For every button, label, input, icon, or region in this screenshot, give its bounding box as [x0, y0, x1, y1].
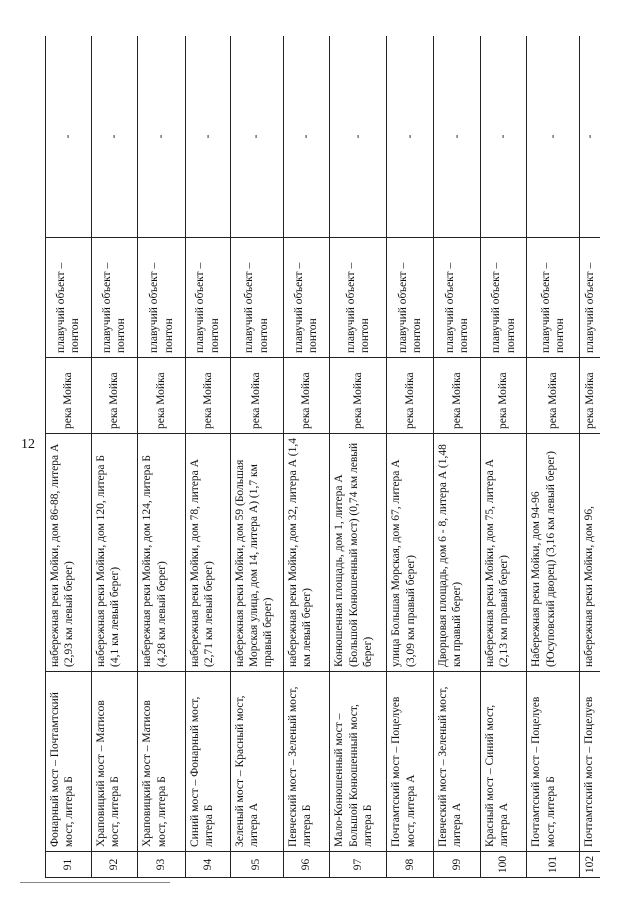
- value-dash: -: [230, 36, 283, 238]
- location-address: набережная реки Мойки, дом 96,: [580, 434, 600, 672]
- location-address: набережная реки Мойки, дом 32, литера А (1,4 км левый берег): [283, 434, 330, 672]
- object-type: плавучий объект –: [580, 238, 600, 358]
- river-name: река Мойка: [283, 358, 330, 434]
- table-row: [138, 36, 186, 878]
- value-dash: -: [91, 36, 138, 238]
- object-type: плавучий объект – понтон: [434, 238, 481, 358]
- location-address: Дворцовая площадь, дом 6 - 8, литера А (1,48 км правый берег): [434, 434, 481, 672]
- value-dash: -: [185, 36, 230, 238]
- pontoon-table: [45, 36, 600, 878]
- row-number: 95: [230, 852, 283, 878]
- bridge-section: Певческий мост – Зеленый мост, литера А: [434, 672, 481, 852]
- value-dash: -: [138, 36, 186, 238]
- margin-line: [20, 882, 170, 883]
- row-number: 93: [138, 852, 186, 878]
- bridge-section: Зеленый мост – Красный мост, литера А: [230, 672, 283, 852]
- location-address: набережная реки Мойки, дом 78, литера А (2,71 км левый берег): [185, 434, 230, 672]
- table-row: [387, 36, 434, 878]
- object-type: плавучий объект – понтон: [480, 238, 527, 358]
- location-address: набережная реки Мойки, дом 86-88, литера А (2,93 км левый берег): [46, 434, 92, 672]
- river-name: река Мойка: [230, 358, 283, 434]
- table-row: [480, 36, 527, 878]
- rotated-table-wrapper: [45, 36, 600, 878]
- location-address: Конюшенная площадь, дом 1, литера А (Большой Конюшенный мост) (0,74 км левый берег): [330, 434, 387, 672]
- table-row: [580, 36, 600, 878]
- object-type: плавучий объект – понтон: [527, 238, 580, 358]
- value-dash: -: [46, 36, 92, 238]
- table-row: [283, 36, 330, 878]
- value-dash: -: [387, 36, 434, 238]
- value-dash: -: [434, 36, 481, 238]
- river-name: река Мойка: [330, 358, 387, 434]
- bridge-section: Храповицкий мост – Матисов мост, литера Б: [91, 672, 138, 852]
- value-dash: -: [283, 36, 330, 238]
- bridge-section: Почтамтский мост – Поцелуев мост, литера А: [387, 672, 434, 852]
- value-dash: -: [580, 36, 600, 238]
- value-dash: -: [330, 36, 387, 238]
- value-dash: -: [527, 36, 580, 238]
- table-row: [434, 36, 481, 878]
- bridge-section: Синий мост – Фонарный мост, литера Б: [185, 672, 230, 852]
- row-number: 97: [330, 852, 387, 878]
- table-row: [46, 36, 92, 878]
- table-row: [91, 36, 138, 878]
- row-number: 91: [46, 852, 92, 878]
- row-number: 102: [580, 852, 600, 878]
- location-address: Набережная реки Мойки, дом 94-96 (Юсуповский дворец) (3,16 км левый берег): [527, 434, 580, 672]
- river-name: река Мойка: [387, 358, 434, 434]
- row-number: 96: [283, 852, 330, 878]
- object-type: плавучий объект – понтон: [387, 238, 434, 358]
- location-address: улица Большая Морская, дом 67, литера А (3,09 км правый берег): [387, 434, 434, 672]
- river-name: река Мойка: [46, 358, 92, 434]
- object-type: плавучий объект – понтон: [230, 238, 283, 358]
- row-number: 101: [527, 852, 580, 878]
- page-number: 12: [21, 437, 35, 452]
- object-type: плавучий объект – понтон: [138, 238, 186, 358]
- value-dash: -: [480, 36, 527, 238]
- river-name: река Мойка: [527, 358, 580, 434]
- bridge-section: Почтамтский мост – Поцелуев мост, литера Б: [527, 672, 580, 852]
- bridge-section: Почтамтский мост – Поцелуев: [580, 672, 600, 852]
- object-type: плавучий объект – понтон: [91, 238, 138, 358]
- river-name: река Мойка: [580, 358, 600, 434]
- river-name: река Мойка: [480, 358, 527, 434]
- table-row: [527, 36, 580, 878]
- location-address: набережная реки Мойки, дом 59 (Большая Морская улица, дом 14, литера А) (1,7 км правый берег): [230, 434, 283, 672]
- table-row: [230, 36, 283, 878]
- location-address: набережная реки Мойки, дом 75, литера А (2,13 км правый берег): [480, 434, 527, 672]
- object-type: плавучий объект – понтон: [185, 238, 230, 358]
- bridge-section: Храповицкий мост – Матисов мост, литера Б: [138, 672, 186, 852]
- row-number: 98: [387, 852, 434, 878]
- river-name: река Мойка: [185, 358, 230, 434]
- bridge-section: Фонарный мост – Почтамтский мост, литера Б: [46, 672, 92, 852]
- row-number: 92: [91, 852, 138, 878]
- river-name: река Мойка: [138, 358, 186, 434]
- row-number: 94: [185, 852, 230, 878]
- location-address: набережная реки Мойки, дом 120, литера Б (4,1 км левый берег): [91, 434, 138, 672]
- table-body: [46, 36, 601, 878]
- table-row: [185, 36, 230, 878]
- object-type: плавучий объект – понтон: [46, 238, 92, 358]
- row-number: 99: [434, 852, 481, 878]
- table-viewport: [45, 36, 600, 878]
- bridge-section: Мало-Конюшенный мост – Большой Конюшенный мост, литера Б: [330, 672, 387, 852]
- location-address: набережная реки Мойки, дом 124, литера Б (4,28 км левый берег): [138, 434, 186, 672]
- object-type: плавучий объект – понтон: [283, 238, 330, 358]
- bridge-section: Певческий мост – Зеленый мост, литера Б: [283, 672, 330, 852]
- river-name: река Мойка: [91, 358, 138, 434]
- object-type: плавучий объект – понтон: [330, 238, 387, 358]
- river-name: река Мойка: [434, 358, 481, 434]
- table-row: [330, 36, 387, 878]
- row-number: 100: [480, 852, 527, 878]
- bridge-section: Красный мост – Синий мост, литера А: [480, 672, 527, 852]
